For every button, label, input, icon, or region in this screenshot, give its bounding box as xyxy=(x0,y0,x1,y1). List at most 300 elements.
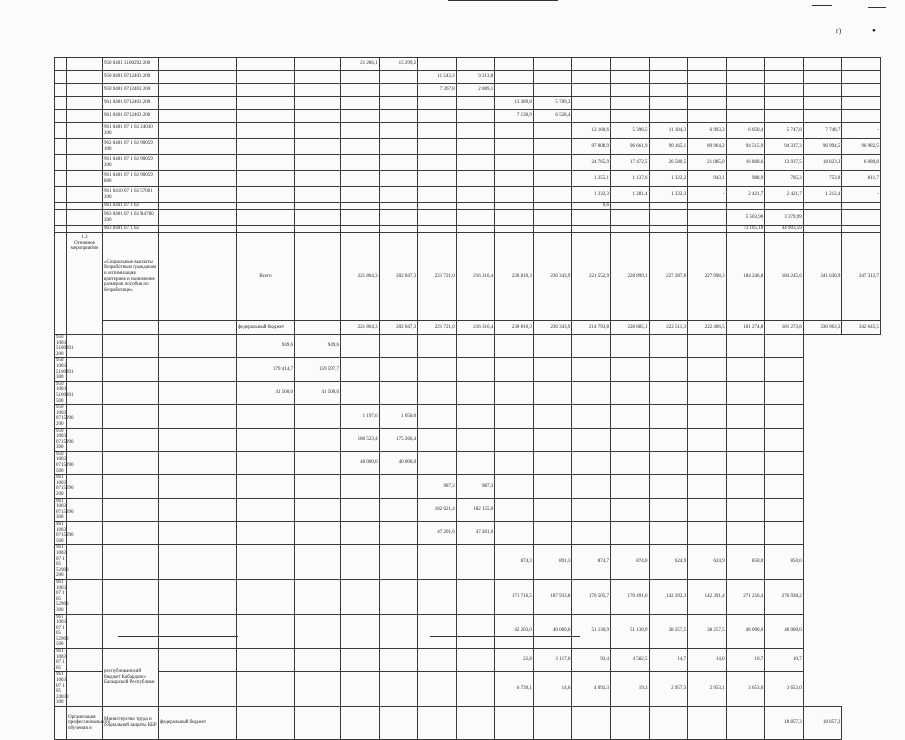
value-cell: 14,6 xyxy=(533,672,572,707)
value-cell: 949,6 xyxy=(295,335,341,358)
cell-blank xyxy=(67,171,103,187)
value-cell xyxy=(379,545,418,580)
cell-blank xyxy=(55,155,67,171)
value-cell xyxy=(765,203,804,210)
row-code: 961 0401 07 1 02 90059 800 xyxy=(103,171,159,187)
cell-empty xyxy=(295,210,341,226)
value-cell xyxy=(456,405,495,428)
value-cell: 41 500,0 xyxy=(295,381,341,404)
activity-name: Организация профессионального обучения и xyxy=(67,707,103,740)
value-cell: 18 857,3 xyxy=(765,707,804,740)
value-cell xyxy=(688,498,727,521)
value-cell: 11 543,3 xyxy=(418,71,457,84)
value-cell xyxy=(726,71,765,84)
value-cell xyxy=(418,672,457,707)
cell-empty xyxy=(67,579,103,614)
value-cell xyxy=(533,451,572,474)
value-cell: 2 421,7 xyxy=(765,187,804,203)
value-cell xyxy=(237,649,295,672)
cell-empty xyxy=(159,522,237,545)
value-cell xyxy=(456,451,495,474)
total-value: 230 343,9 xyxy=(533,233,572,321)
value-cell: 14,0 xyxy=(688,649,727,672)
value-cell xyxy=(379,203,418,210)
table-row xyxy=(55,226,881,233)
value-cell xyxy=(341,381,380,404)
value-cell xyxy=(418,614,457,649)
value-cell xyxy=(456,139,495,155)
value-cell xyxy=(610,110,649,123)
value-cell xyxy=(649,71,688,84)
row-code: 962 0401 07 1 02 90059 100 xyxy=(103,139,159,155)
value-cell xyxy=(295,498,341,521)
value-cell xyxy=(237,545,295,580)
federal-value: 181 273,8 xyxy=(765,321,804,335)
cell-empty xyxy=(159,428,237,451)
cell-empty xyxy=(159,171,237,187)
federal-value: 222 406,5 xyxy=(688,321,727,335)
cell-empty xyxy=(295,321,341,335)
row-code: 961 0401 0712403 200 xyxy=(103,110,159,123)
cell-empty xyxy=(159,358,237,381)
cell-empty xyxy=(103,498,159,521)
value-cell xyxy=(726,335,765,358)
value-cell xyxy=(495,84,534,97)
value-cell xyxy=(418,649,457,672)
cell-blank xyxy=(67,155,103,171)
value-cell xyxy=(295,649,341,672)
value-cell xyxy=(726,707,765,740)
value-cell: 46 000,0 xyxy=(765,614,804,649)
total-value: 221 721,0 xyxy=(418,233,457,321)
cell-empty xyxy=(159,321,237,335)
value-cell: 180 523,4 xyxy=(341,428,380,451)
value-cell xyxy=(803,58,842,71)
cell-empty xyxy=(67,545,103,580)
value-cell xyxy=(688,358,727,381)
value-cell xyxy=(456,358,495,381)
cell-blank xyxy=(55,203,67,210)
value-cell xyxy=(765,475,804,498)
cell-empty xyxy=(67,649,103,672)
value-cell xyxy=(842,226,881,233)
table-row xyxy=(55,155,881,171)
value-cell xyxy=(418,358,457,381)
table-row xyxy=(55,451,881,474)
value-cell: 1 197,6 xyxy=(341,405,380,428)
cell-empty xyxy=(237,123,295,139)
value-cell: 6 050,4 xyxy=(726,123,765,139)
value-cell xyxy=(688,203,727,210)
value-cell xyxy=(379,139,418,155)
cell-empty xyxy=(295,110,341,123)
value-cell: 41 500,0 xyxy=(237,381,295,404)
cell-blank xyxy=(67,226,103,233)
value-cell: 2 953,1 xyxy=(688,672,727,707)
value-cell xyxy=(610,84,649,97)
value-cell xyxy=(379,358,418,381)
value-cell xyxy=(341,84,380,97)
value-cell xyxy=(495,58,534,71)
value-cell xyxy=(765,522,804,545)
value-cell: 13 389,8 xyxy=(495,97,534,110)
value-cell xyxy=(418,428,457,451)
value-cell xyxy=(533,405,572,428)
value-cell xyxy=(649,210,688,226)
value-cell: 3 379,99 xyxy=(765,210,804,226)
value-cell xyxy=(237,475,295,498)
value-cell xyxy=(803,226,842,233)
cell-empty xyxy=(159,475,237,498)
federal-value: 228 885,1 xyxy=(610,321,649,335)
value-cell xyxy=(610,428,649,451)
table-row xyxy=(55,428,881,451)
value-cell xyxy=(456,614,495,649)
cell-empty xyxy=(103,405,159,428)
value-cell xyxy=(726,110,765,123)
cell-blank xyxy=(55,71,67,84)
value-cell: 753,8 xyxy=(803,171,842,187)
cell-empty xyxy=(295,171,341,187)
cell-empty xyxy=(237,210,295,226)
value-cell xyxy=(295,672,341,707)
value-cell: 7 130,9 xyxy=(495,110,534,123)
value-cell xyxy=(379,707,418,740)
cell-empty xyxy=(237,97,295,110)
cell-empty xyxy=(67,614,103,649)
cell-blank xyxy=(55,123,67,139)
value-cell: 187 933,8 xyxy=(533,579,572,614)
value-cell xyxy=(237,614,295,649)
cell-empty xyxy=(237,171,295,187)
value-cell: 891,3 xyxy=(533,545,572,580)
value-cell xyxy=(533,139,572,155)
value-cell xyxy=(533,226,572,233)
value-cell xyxy=(379,123,418,139)
value-cell xyxy=(688,475,727,498)
value-cell: 89 964,2 xyxy=(688,139,727,155)
federal-value: 221 864,3 xyxy=(341,321,380,335)
value-cell xyxy=(572,210,611,226)
value-cell xyxy=(495,71,534,84)
value-cell xyxy=(688,381,727,404)
value-cell: 18 823,3 xyxy=(803,155,842,171)
total-value: 202 047,3 xyxy=(379,233,418,321)
value-cell: 624,9 xyxy=(649,545,688,580)
cell-blank-left xyxy=(55,233,67,335)
value-cell xyxy=(456,381,495,404)
total-value: 230 810,3 xyxy=(495,233,534,321)
value-cell xyxy=(649,226,688,233)
value-cell xyxy=(533,335,572,358)
table-row xyxy=(55,123,881,139)
cell-empty xyxy=(295,84,341,97)
value-cell xyxy=(341,335,380,358)
value-cell xyxy=(572,475,611,498)
row-code: 961 1003 0715290 300 xyxy=(56,498,74,521)
table-body-top xyxy=(55,58,881,233)
value-cell xyxy=(572,110,611,123)
value-cell: 179 414,7 xyxy=(237,358,295,381)
value-cell xyxy=(495,226,534,233)
cell-blank xyxy=(67,123,103,139)
value-cell xyxy=(341,672,380,707)
value-cell xyxy=(572,451,611,474)
cell-executor-empty xyxy=(159,233,237,321)
value-cell xyxy=(610,451,649,474)
value-cell: 7 748,7 xyxy=(803,123,842,139)
value-cell xyxy=(765,428,804,451)
cell-blank xyxy=(67,139,103,155)
value-cell xyxy=(610,71,649,84)
row-code: 950 0401 0712403 200 xyxy=(103,71,159,84)
table-row xyxy=(55,498,881,521)
value-cell: 7 267,8 xyxy=(418,84,457,97)
value-cell xyxy=(295,545,341,580)
value-cell xyxy=(237,428,295,451)
value-cell xyxy=(379,381,418,404)
value-cell xyxy=(379,187,418,203)
value-cell xyxy=(765,335,804,358)
value-cell xyxy=(456,335,495,358)
value-cell xyxy=(295,475,341,498)
cell-empty xyxy=(159,97,237,110)
value-cell: 22,8 xyxy=(495,649,534,672)
cell-empty xyxy=(237,58,295,71)
value-cell xyxy=(495,451,534,474)
value-cell xyxy=(295,522,341,545)
cell-empty xyxy=(159,498,237,521)
scan-top-line xyxy=(448,0,558,1)
table-body-section xyxy=(55,233,881,335)
value-cell xyxy=(341,649,380,672)
table-row xyxy=(55,522,881,545)
budget-label: федеральный бюджет xyxy=(159,707,237,740)
cell-empty xyxy=(159,210,237,226)
value-cell xyxy=(456,155,495,171)
row-code: 961 1003 0715290 500 xyxy=(56,522,74,544)
total-value: 184 246,8 xyxy=(726,233,765,321)
cell-blank xyxy=(55,110,67,123)
value-cell xyxy=(688,58,727,71)
scan-top-right-line xyxy=(812,5,832,6)
row-code: 950 1003 5100201 500 xyxy=(56,381,74,404)
row-code: 961 1003 07 1 05 52900 200 xyxy=(56,545,69,579)
value-cell: 159 597,7 xyxy=(295,358,341,381)
value-cell xyxy=(456,123,495,139)
value-cell xyxy=(842,71,881,84)
value-cell xyxy=(456,579,495,614)
row-code: 950 1003 5100201 300 xyxy=(56,358,74,381)
value-cell: 42 203,0 xyxy=(495,614,534,649)
value-cell xyxy=(726,405,765,428)
value-cell xyxy=(572,381,611,404)
value-cell xyxy=(456,110,495,123)
cell-blank xyxy=(67,203,103,210)
table-row xyxy=(55,210,881,226)
value-cell xyxy=(803,203,842,210)
value-cell xyxy=(495,707,534,740)
cell-empty xyxy=(295,233,341,321)
value-cell xyxy=(726,84,765,97)
value-cell: 705,3 xyxy=(765,171,804,187)
value-cell xyxy=(379,335,418,358)
cell-empty xyxy=(159,381,237,404)
value-cell xyxy=(456,672,495,707)
value-cell: 21 085,0 xyxy=(688,155,727,171)
value-cell: 21 286,1 xyxy=(341,58,380,71)
value-cell xyxy=(765,84,804,97)
value-cell xyxy=(726,498,765,521)
value-cell xyxy=(295,614,341,649)
value-cell: 14,7 xyxy=(649,649,688,672)
table-row xyxy=(55,84,881,97)
cell-blank xyxy=(55,187,67,203)
value-cell xyxy=(649,498,688,521)
row-code: 950 1003 5100201 200 xyxy=(56,335,74,357)
cell-empty xyxy=(159,672,237,707)
total-value: 227 287,0 xyxy=(649,233,688,321)
value-cell xyxy=(649,381,688,404)
value-cell xyxy=(418,155,457,171)
value-cell xyxy=(418,123,457,139)
total-value: 347 312,7 xyxy=(842,233,881,321)
value-cell xyxy=(533,71,572,84)
cell-blank xyxy=(67,97,103,110)
value-cell xyxy=(495,405,534,428)
cell-empty xyxy=(237,71,295,84)
section-number-cell xyxy=(67,233,103,335)
value-cell xyxy=(765,498,804,521)
cell-empty xyxy=(295,71,341,84)
value-cell xyxy=(533,498,572,521)
table-row xyxy=(55,614,881,649)
value-cell xyxy=(803,71,842,84)
value-cell: 811,7 xyxy=(842,171,881,187)
value-cell: 182 155,0 xyxy=(456,498,495,521)
value-cell xyxy=(649,707,688,740)
table-row-last xyxy=(55,707,881,740)
cell-empty xyxy=(103,579,159,614)
value-cell xyxy=(726,522,765,545)
value-cell: 47 201,6 xyxy=(418,522,457,545)
value-cell xyxy=(456,649,495,672)
value-cell xyxy=(688,110,727,123)
value-cell xyxy=(379,71,418,84)
value-cell xyxy=(765,58,804,71)
table-row-republic-a xyxy=(55,649,881,672)
value-cell xyxy=(572,335,611,358)
value-cell xyxy=(533,58,572,71)
cell-empty xyxy=(295,123,341,139)
value-cell xyxy=(341,203,380,210)
value-cell xyxy=(610,335,649,358)
value-cell xyxy=(237,405,295,428)
value-cell: 96 661,9 xyxy=(610,139,649,155)
table-row xyxy=(55,110,881,123)
value-cell: 47 201,6 xyxy=(456,522,495,545)
federal-value: 230 810,3 xyxy=(495,321,534,335)
value-cell xyxy=(379,97,418,110)
cell-blank xyxy=(55,210,67,226)
value-cell: 1 137,6 xyxy=(610,171,649,187)
value-cell: 13 937,5 xyxy=(765,155,804,171)
value-cell xyxy=(688,226,727,233)
value-cell xyxy=(418,58,457,71)
cell-empty xyxy=(295,155,341,171)
cell-blank xyxy=(55,139,67,155)
value-cell xyxy=(379,155,418,171)
cell-empty xyxy=(237,84,295,97)
total-value: 221 864,3 xyxy=(341,233,380,321)
value-cell xyxy=(610,707,649,740)
value-cell xyxy=(649,475,688,498)
value-cell xyxy=(341,707,380,740)
value-cell xyxy=(495,522,534,545)
value-cell xyxy=(418,381,457,404)
value-cell xyxy=(418,97,457,110)
federal-value: 342 645,5 xyxy=(842,321,881,335)
value-cell xyxy=(533,381,572,404)
value-cell xyxy=(456,187,495,203)
value-cell xyxy=(341,579,380,614)
value-cell xyxy=(456,226,495,233)
value-cell xyxy=(418,579,457,614)
value-cell: 1 050,0 xyxy=(379,405,418,428)
value-cell: 5 503,90 xyxy=(726,210,765,226)
value-cell xyxy=(842,203,881,210)
value-cell: 175 266,4 xyxy=(379,428,418,451)
value-cell: 3 653,0 xyxy=(726,672,765,707)
row-code: 961 1003 07 1 05 52900 500 xyxy=(56,614,69,648)
value-cell xyxy=(803,97,842,110)
value-cell xyxy=(726,58,765,71)
value-cell xyxy=(341,187,380,203)
value-cell: 96 982,5 xyxy=(842,139,881,155)
cell-empty xyxy=(237,110,295,123)
cell-empty xyxy=(295,139,341,155)
value-cell xyxy=(379,614,418,649)
value-cell xyxy=(726,381,765,404)
value-cell xyxy=(495,498,534,521)
cell-empty xyxy=(55,707,67,740)
section-kind: Основное мероприятие xyxy=(70,240,99,252)
cell-empty xyxy=(159,123,237,139)
cell-blank xyxy=(67,110,103,123)
value-cell xyxy=(572,428,611,451)
value-cell: 3 653,0 xyxy=(765,672,804,707)
scan-top-right-line-2 xyxy=(868,7,886,8)
value-cell: 6 993,3 xyxy=(688,123,727,139)
value-cell: 170 505,7 xyxy=(572,579,611,614)
value-cell xyxy=(495,358,534,381)
value-cell: 1 332,3 xyxy=(572,187,611,203)
row-code: 950 0401 5100292 200 xyxy=(103,58,159,71)
value-cell xyxy=(379,579,418,614)
value-cell: 24 765,9 xyxy=(572,155,611,171)
row-code: 950 1003 0715290 200 xyxy=(56,405,74,427)
value-cell xyxy=(456,171,495,187)
value-cell xyxy=(295,707,341,740)
cell-empty xyxy=(159,405,237,428)
cell-blank xyxy=(67,71,103,84)
value-cell xyxy=(379,522,418,545)
value-cell xyxy=(572,58,611,71)
value-cell: 15 299,2 xyxy=(379,58,418,71)
value-cell: 987,3 xyxy=(418,475,457,498)
value-cell xyxy=(649,428,688,451)
row-code: 961 1003 07 1 05 xyxy=(56,649,66,671)
